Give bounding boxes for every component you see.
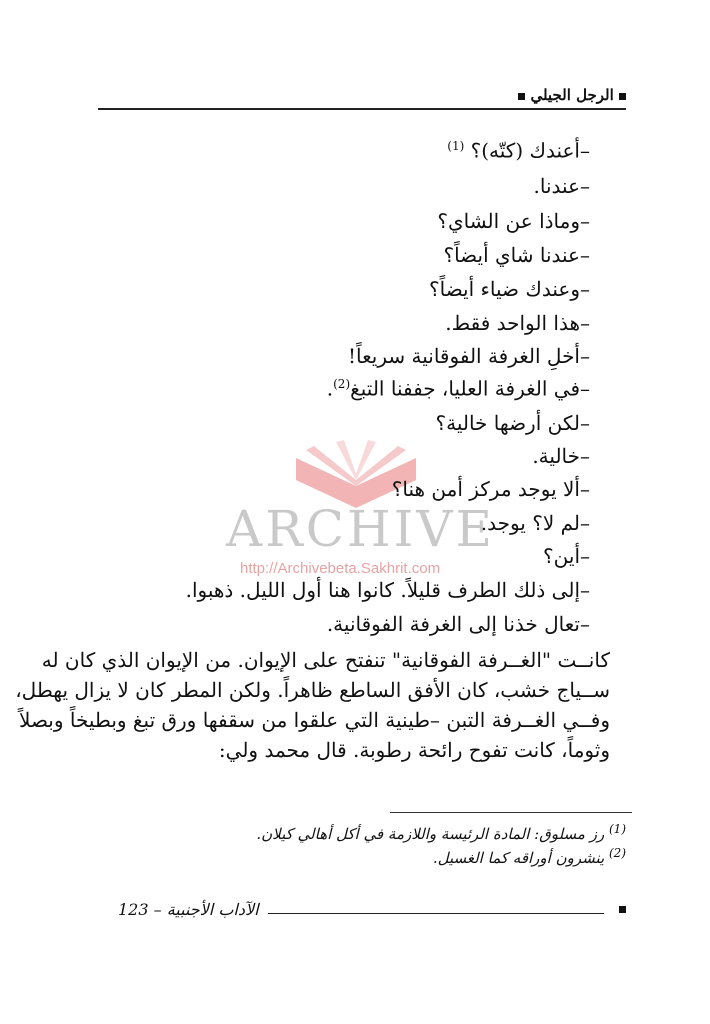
paragraph-line: ســياج خشب، كان الأفق الساطع ظاهراً. ولكن المطر كان لا يزال يهطل، xyxy=(15,678,610,702)
watermark-text: ARCHIVE xyxy=(226,500,495,558)
footer-title: الآداب الأجنبية – 123 xyxy=(118,900,259,919)
dialogue-line: –وعندك ضياء أيضاً؟ xyxy=(428,277,590,301)
dialogue-line: –أعندك (كتّه)؟ $^{(1)}$ xyxy=(447,138,590,163)
paragraph-line: كانــت "الغــرفة الفوقانية" تنفتح على الإيوان. من الإيوان الذي كان له xyxy=(41,648,610,672)
dialogue-line: –لكن أرضها خالية؟ xyxy=(435,411,590,435)
dialogue-line: –هذا الواحد فقط. xyxy=(445,311,590,335)
header-rule xyxy=(98,108,626,110)
page-footer xyxy=(118,900,626,922)
paragraph-line: وثوماً، كانت تفوح رائحة رطوبة. قال محمد ولي: xyxy=(218,738,610,762)
square-bullet-icon xyxy=(619,906,626,913)
running-title-text: الرجل الجيلي xyxy=(530,86,614,104)
dialogue-line: –إلى ذلك الطرف قليلاً. كانوا هنا أول الليل. ذهبوا. xyxy=(185,578,590,602)
dialogue-line: –لم لا؟ يوجد. xyxy=(480,511,590,535)
paragraph-line: وفــي الغــرفة التبن –طينية التي علقوا من سقفها ورق تبغ وبطيخاً وبصلاً xyxy=(19,708,610,732)
footnote-rule xyxy=(390,812,632,813)
watermark-url: http://Archivebeta.Sakhrit.com xyxy=(240,560,441,577)
square-bullet-icon xyxy=(619,93,626,100)
dialogue-line: –أين؟ xyxy=(543,544,590,568)
footnote: $^{(2)}$ ينشرون أوراقه كما الغسيل. xyxy=(432,846,626,867)
dialogue-line: –عندنا شاي أيضاً؟ xyxy=(443,243,590,267)
dialogue-line: –ألا يوجد مركز أمن هنا؟ xyxy=(391,477,590,501)
footnote-marker: (2) xyxy=(333,377,351,391)
square-bullet-icon xyxy=(518,93,525,100)
dialogue-line: –خالية. xyxy=(532,444,590,468)
footnote-marker: (1) xyxy=(447,139,465,153)
running-title xyxy=(518,86,626,104)
dialogue-line: –عندنا. xyxy=(533,174,590,198)
dialogue-line: –وماذا عن الشاي؟ xyxy=(437,209,590,233)
dialogue-line: –تعال خذنا إلى الغرفة الفوقانية. xyxy=(326,612,590,636)
dialogue-line: –في الغرفة العليا، جففنا التبغ$^{(2)}$. xyxy=(326,376,590,401)
page-header xyxy=(86,86,626,110)
footnote: $^{(1)}$ رز مسلوق: المادة الرئيسة واللازمة في أكل أهالي كيلان. xyxy=(256,822,626,843)
footer-rule xyxy=(268,913,604,914)
dialogue-line: –أخلِ الغرفة الفوقانية سريعاً! xyxy=(348,344,590,368)
